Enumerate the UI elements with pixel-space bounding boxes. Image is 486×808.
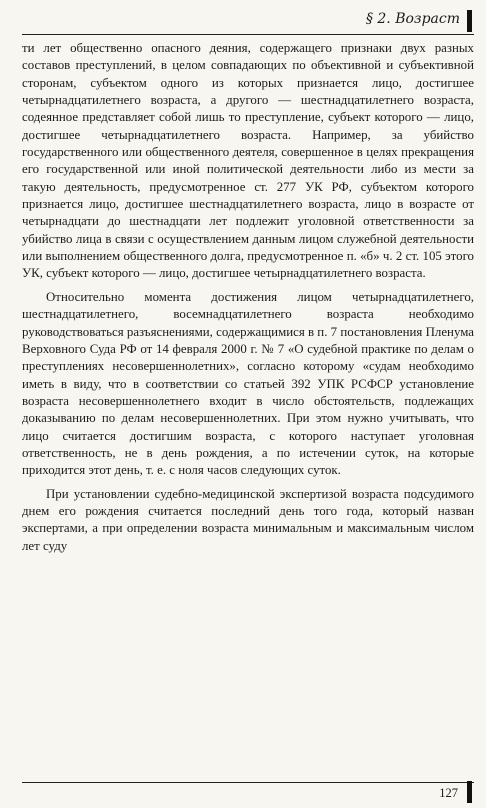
paragraph-1: ти лет общественно опасного деяния, содержащего признаки двух разных составов преступлений, в целом совпадающих по объективной и субъективной сторонам, субъектом одного из которых признается лицо, достигшее четырнадцатилетнего возраста, а другого — шестнадцатилетнего возраста, содеянное представляет собой лишь то преступление, субъект которого — лицо, достигшее четырнадцатилетнего возраста. Например, за убийство государственного или общественного деятеля, совершенное в целях прекращения его государственной или иной политической деятельности либо из мести за такую деятельность, предусмотренное ст. 277 УК РФ, субъектом которого признается лицо, достигшее шестнадцатилетнего возраста, лицо в возрасте от четырнадцати до шестнадцати лет подлежит уголовной ответственности за убийство лица в связи с осуществлением данным лицом служебной деятельности или выполнением общественного долга, предусмотренное п. «б» ч. 2 ст. 105 этого УК, субъект которого — лицо, достигшее четырнадцатилетнего возраста. [22, 41, 474, 281]
paragraph-3: При установлении судебно-медицинской экспертизой возраста подсудимого днем его рождения считается последний день того года, который назван экспертами, а при определении возраста минимальным и максимальным числом лет суду [22, 486, 474, 553]
paragraph-2: Относительно момента достижения лицом четырнадцатилетнего, шестнадцатилетнего, восемнадцатилетнего возраста необходимо руководствоваться разъяснениями, содержащимися в п. 7 постановления Пленума Верховного Суда РФ от 14 февраля 2000 г. № 7 «О судебной практике по делам о преступлениях несовершеннолетних», согласно которому «судам необходимо иметь в виду, что в соответствии со статьей 392 УПК РСФСР установление возраста несовершеннолетнего входит в число обстоятельств, подлежащих доказыванию по делам несовершеннолетних. При этом нужно учитывать, что лицо считается достигшим возраста, с которого наступает уголовная ответственность, не в день рождения, а по истечении суток, на которые приходится этот день, т. е. с ноля часов следующих суток. [22, 289, 475, 478]
running-footer [22, 782, 474, 805]
page-number: 127 [439, 786, 458, 800]
running-header [22, 8, 474, 35]
header-thumb-mark [467, 10, 472, 32]
section-title: § 2. Возраст [365, 11, 460, 27]
page-body [22, 40, 474, 555]
footer-thumb-mark [467, 781, 472, 803]
